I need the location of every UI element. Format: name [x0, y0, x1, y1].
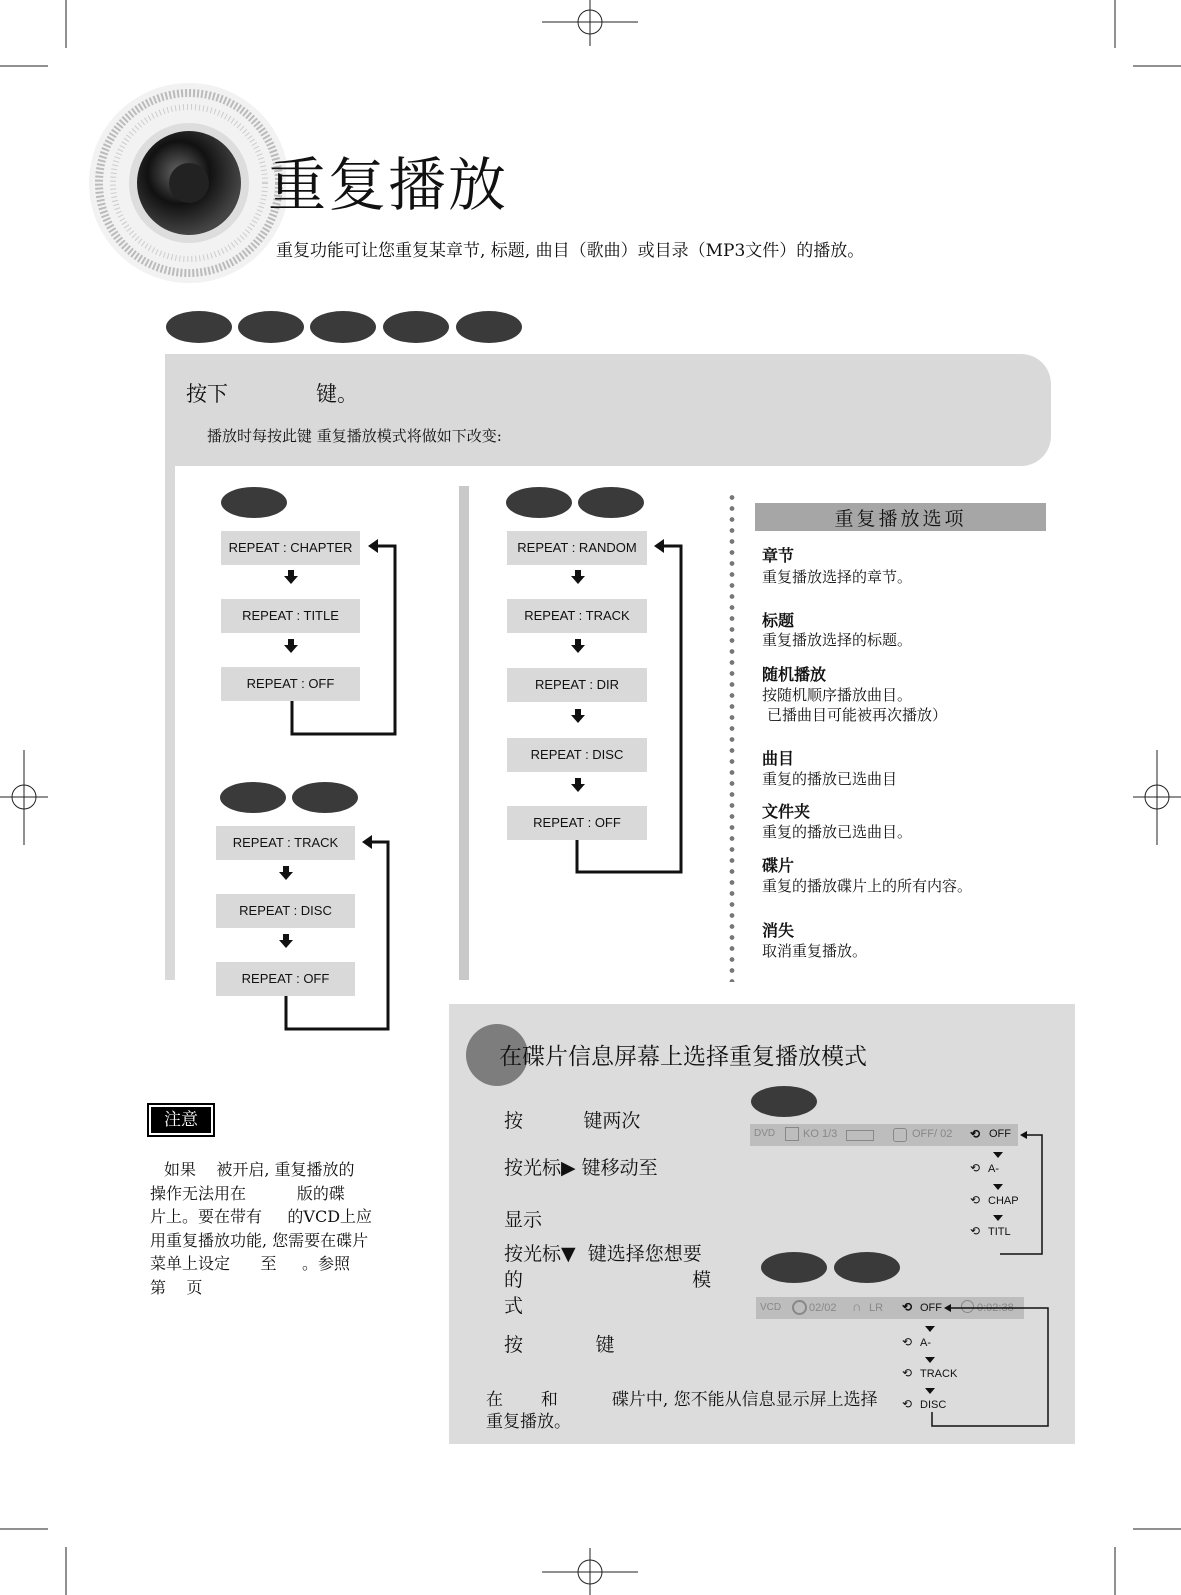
mp3-repeat-track: REPEAT : TRACK	[507, 599, 647, 633]
dvd-bar-subtitle: KO 1/3	[803, 1128, 838, 1140]
mp3-repeat-disc: REPEAT : DISC	[507, 738, 647, 772]
repeat-options-heading: 重复播放选项	[755, 503, 1046, 531]
info-step-3b: 的 模	[504, 1269, 712, 1291]
option-folder-name: 文件夹	[762, 802, 811, 821]
note-line: 菜单上设定 至 。参照	[150, 1254, 350, 1273]
option-chapter-desc: 重复播放选择的章节。	[762, 568, 913, 586]
vcd-menu-disc: DISC	[920, 1399, 947, 1411]
dvd-bar-repeat: OFF	[989, 1128, 1011, 1140]
option-off-name: 消失	[762, 921, 795, 940]
option-off-desc: 取消重复播放。	[762, 942, 868, 960]
dvd-repeat-chapter: REPEAT : CHAPTER	[221, 531, 360, 565]
note-line: 操作无法用在 版的碟	[150, 1183, 345, 1203]
option-disc-desc: 重复的播放碟片上的所有内容。	[762, 877, 973, 895]
option-random-desc2: 已播曲目可能被再次播放）	[767, 706, 948, 724]
dvd-menu-chap: CHAP	[988, 1195, 1019, 1207]
option-track-desc: 重复的播放已选曲目	[762, 770, 898, 788]
option-folder-desc: 重复的播放已选曲目。	[762, 823, 913, 841]
info-section-title: 在碟片信息屏幕上选择重复播放模式	[499, 1044, 867, 1070]
vcd-bar-repeat: OFF	[920, 1302, 942, 1314]
step1-press-label: 按下	[186, 382, 228, 406]
repeat-icon: ⟲	[902, 1335, 913, 1349]
vcd-bar-type: VCD	[760, 1302, 782, 1313]
dvd-bar-type: DVD	[754, 1128, 776, 1139]
dvd-bar-angle: OFF/ 02	[912, 1128, 953, 1140]
step1-key-label: 键。	[316, 382, 358, 406]
dvd-repeat-off: REPEAT : OFF	[221, 667, 360, 701]
option-chapter-name: 章节	[762, 546, 795, 565]
vcd-bar-time: 0:02:38	[977, 1302, 1014, 1314]
dvd-repeat-title: REPEAT : TITLE	[221, 599, 360, 633]
option-title-desc: 重复播放选择的标题。	[762, 631, 913, 649]
mp3-repeat-dir: REPEAT : DIR	[507, 668, 647, 702]
note-line: 用重复播放功能, 您需要在碟片	[150, 1230, 369, 1250]
step1-description: 播放时每按此键 重复播放模式将做如下改变:	[207, 427, 502, 445]
mp3-repeat-random: REPEAT : RANDOM	[507, 531, 647, 565]
page-subtitle: 重复功能可让您重复某章节, 标题, 曲目（歌曲）或目录（MP3文件）的播放。	[276, 241, 865, 261]
option-random-desc: 按随机顺序播放曲目。	[762, 686, 913, 704]
repeat-icon: ⟲	[970, 1127, 981, 1141]
info-step-3: 按光标▼ 键选择您想要	[504, 1243, 702, 1265]
cd-repeat-disc: REPEAT : DISC	[216, 894, 355, 928]
dvd-menu-ab: A-	[988, 1163, 999, 1175]
info-step-4: 按 键	[504, 1334, 615, 1356]
repeat-icon: ⟲	[970, 1224, 981, 1238]
vcd-menu-ab: A-	[920, 1337, 931, 1349]
repeat-icon: ⟲	[902, 1397, 913, 1411]
option-random-name: 随机播放	[762, 665, 827, 684]
repeat-icon: ⟲	[902, 1366, 913, 1380]
info-step-1: 按 键两次	[504, 1110, 641, 1132]
repeat-icon: ⟲	[902, 1300, 913, 1314]
dvd-menu-titl: TITL	[988, 1226, 1011, 1238]
mp3-repeat-off: REPEAT : OFF	[507, 806, 647, 840]
info-step-2b: 显示	[504, 1209, 543, 1231]
headphone-icon: ∩	[852, 1299, 862, 1314]
vcd-bar-audio: LR	[869, 1302, 884, 1314]
info-step-3c: 式	[504, 1295, 524, 1317]
repeat-icon: ⟲	[970, 1193, 981, 1207]
repeat-icon: ⟲	[970, 1161, 981, 1175]
note-line: 片上。要在带有 的VCD上应	[150, 1207, 373, 1226]
note-line: 如果 被开启, 重复播放的	[164, 1160, 355, 1179]
note-label: 注意	[151, 1107, 211, 1133]
option-title-name: 标题	[762, 611, 795, 630]
note-line: 第 页	[150, 1277, 203, 1297]
vcd-bar-track: 02/02	[809, 1302, 837, 1314]
vcd-menu-track: TRACK	[920, 1368, 958, 1380]
info-footer-line1: 在 和 碟片中, 您不能从信息显示屏上选择	[486, 1390, 878, 1410]
info-step-2: 按光标▶ 键移动至	[504, 1157, 658, 1179]
page-title: 重复播放	[268, 151, 509, 219]
option-disc-name: 碟片	[762, 856, 795, 875]
cd-repeat-off: REPEAT : OFF	[216, 962, 355, 996]
option-track-name: 曲目	[762, 749, 795, 768]
cd-repeat-track: REPEAT : TRACK	[216, 826, 355, 860]
info-footer-line2: 重复播放。	[486, 1412, 571, 1432]
